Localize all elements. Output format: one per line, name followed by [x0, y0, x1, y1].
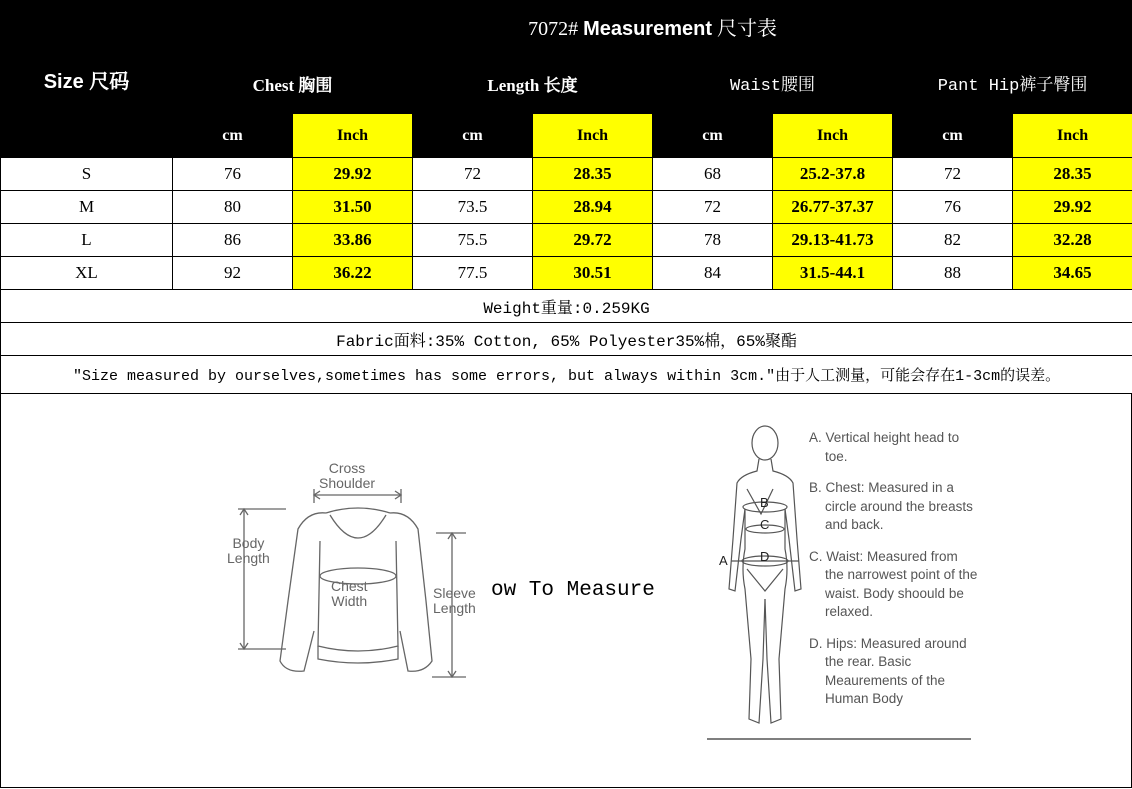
cell-inch: 33.86 — [293, 224, 413, 257]
table-row — [1, 224, 1132, 257]
cell-inch: 28.35 — [1013, 158, 1132, 191]
cell-cm: 84 — [653, 257, 773, 290]
unit-inch: Inch — [1013, 114, 1132, 158]
size-label: M — [1, 191, 173, 224]
size-chart-table — [0, 0, 1132, 394]
title-prefix: 7072# — [528, 18, 579, 40]
cell-cm: 86 — [173, 224, 293, 257]
unit-cm: cm — [173, 114, 293, 158]
legend-item-a: A. Vertical height head to toe. — [809, 430, 960, 464]
cell-inch: 29.92 — [293, 158, 413, 191]
cell-cm: 73.5 — [413, 191, 533, 224]
unit-inch: Inch — [773, 114, 893, 158]
title-suffix: 尺寸表 — [717, 18, 777, 40]
cell-inch: 26.77-37.37 — [773, 191, 893, 224]
unit-cm: cm — [893, 114, 1013, 158]
cell-inch: 32.28 — [1013, 224, 1132, 257]
size-label: L — [1, 224, 173, 257]
cell-inch: 25.2-37.8 — [773, 158, 893, 191]
measure-diagram — [0, 393, 1132, 788]
cell-inch: 30.51 — [533, 257, 653, 290]
cell-inch: 36.22 — [293, 257, 413, 290]
cell-cm: 72 — [653, 191, 773, 224]
cell-cm: 88 — [893, 257, 1013, 290]
label-chest-width: Chest Width — [331, 578, 368, 609]
group-chest: Chest 胸围 — [173, 53, 413, 114]
measurement-legend — [809, 429, 979, 722]
table-row — [1, 191, 1132, 224]
unit-cm: cm — [653, 114, 773, 158]
cell-cm: 76 — [173, 158, 293, 191]
fabric-info: Fabric面料:35% Cotton, 65% Polyester35%棉，65%聚酯 — [1, 323, 1132, 356]
measurement-note: "Size measured by ourselves,sometimes has some errors, but always within 3cm."由于人工测量，可能会存在1-3cm的误差。 — [1, 356, 1132, 394]
cell-cm: 78 — [653, 224, 773, 257]
size-label: XL — [1, 257, 173, 290]
table-title — [173, 1, 1132, 53]
cell-cm: 92 — [173, 257, 293, 290]
size-header: Size 尺码 — [1, 1, 173, 158]
letter-b: B — [760, 495, 769, 510]
letter-a: A — [719, 553, 728, 568]
cell-cm: 76 — [893, 191, 1013, 224]
cell-inch: 29.92 — [1013, 191, 1132, 224]
group-pant-hip: Pant Hip裤子臀围 — [893, 53, 1132, 114]
legend-item-d: D. Hips: Measured around the rear. Basic Meaurements of the Human Body — [809, 635, 967, 706]
weight-info: Weight重量:0.259KG — [1, 290, 1132, 323]
cell-inch: 34.65 — [1013, 257, 1132, 290]
cell-cm: 82 — [893, 224, 1013, 257]
cell-inch: 29.72 — [533, 224, 653, 257]
cell-inch: 28.35 — [533, 158, 653, 191]
cell-cm: 72 — [893, 158, 1013, 191]
cell-cm: 68 — [653, 158, 773, 191]
cell-inch: 29.13-41.73 — [773, 224, 893, 257]
legend-item-b: B. Chest: Measured in a circle around the breasts and back. — [809, 480, 973, 532]
cell-cm: 75.5 — [413, 224, 533, 257]
table-row — [1, 257, 1132, 290]
legend-item-c: C. Waist: Measured from the narrowest point of the waist. Body shoould be relaxed. — [809, 548, 978, 619]
cell-cm: 80 — [173, 191, 293, 224]
label-body-length: Body Length — [227, 535, 270, 566]
size-label: S — [1, 158, 173, 191]
group-waist: Waist腰围 — [653, 53, 893, 114]
unit-inch: Inch — [293, 114, 413, 158]
label-cross-shoulder: Cross Shoulder — [319, 460, 376, 491]
letter-d: D — [760, 549, 770, 564]
unit-cm: cm — [413, 114, 533, 158]
how-to-measure-title: ow To Measure — [491, 579, 655, 602]
title-bold: Measurement — [583, 18, 712, 40]
table-row — [1, 158, 1132, 191]
label-sleeve-length: Sleeve Length — [433, 585, 476, 616]
cell-inch: 28.94 — [533, 191, 653, 224]
cell-cm: 77.5 — [413, 257, 533, 290]
group-length: Length 长度 — [413, 53, 653, 114]
unit-inch: Inch — [533, 114, 653, 158]
cell-inch: 31.50 — [293, 191, 413, 224]
cell-cm: 72 — [413, 158, 533, 191]
letter-c: C — [760, 517, 770, 532]
cell-inch: 31.5-44.1 — [773, 257, 893, 290]
